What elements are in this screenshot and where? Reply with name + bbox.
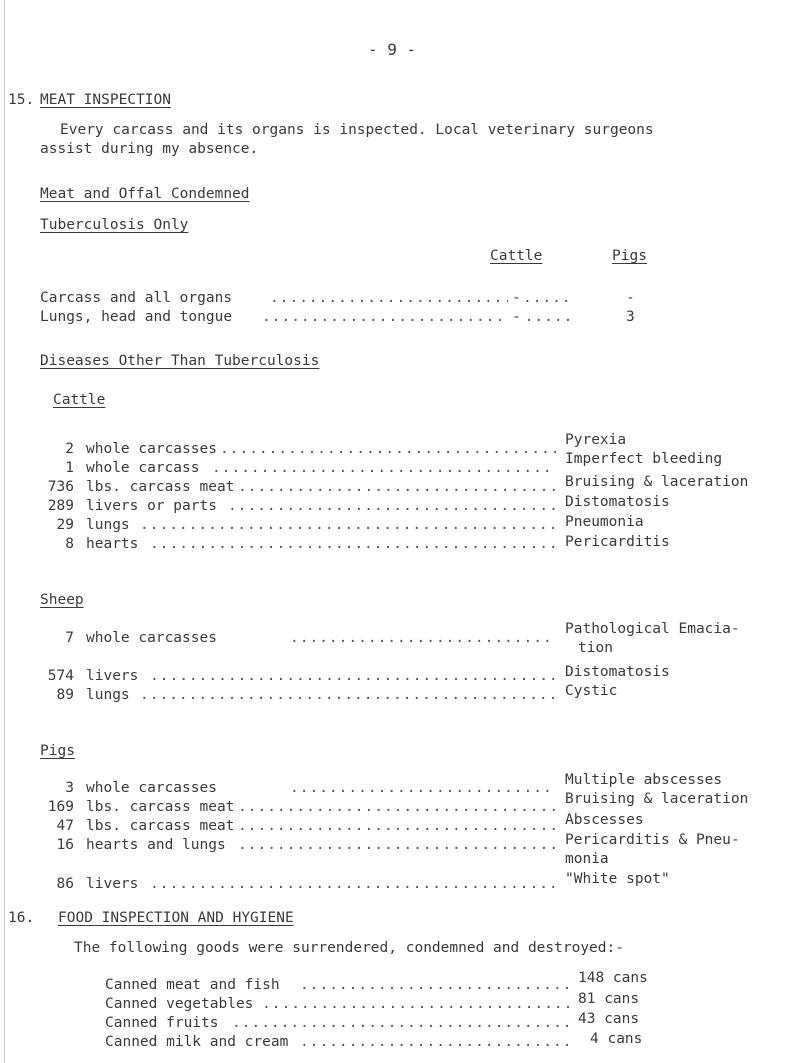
- pigs-reason: Bruising & laceration: [565, 791, 749, 807]
- pigs-heading: Pigs: [40, 743, 75, 759]
- leader-dots: [290, 780, 556, 796]
- cattle-qty: 8: [65, 536, 74, 552]
- leader-dots: [300, 1034, 570, 1050]
- leader-dots: [262, 309, 575, 325]
- goods-item: Canned meat and fish: [105, 977, 280, 993]
- cattle-item: whole carcasses: [86, 441, 217, 457]
- pigs-item: livers: [86, 876, 139, 892]
- cattle-qty: 1: [65, 460, 74, 476]
- cattle-reason: Distomatosis: [565, 494, 670, 510]
- pigs-reason: "White spot": [565, 871, 670, 887]
- sheep-reason: Cystic: [565, 683, 618, 699]
- pigs-item: lbs. carcass meat: [86, 799, 235, 815]
- sheep-reason: Distomatosis: [565, 664, 670, 680]
- leader-dots: [238, 799, 556, 815]
- tb-heading: Tuberculosis Only: [40, 217, 189, 233]
- pigs-qty: 47: [56, 818, 74, 834]
- cattle-item: lbs. carcass meat: [86, 479, 235, 495]
- page-number: - 9 -: [368, 40, 417, 59]
- pigs-qty: 169: [47, 799, 74, 815]
- sheep-item: livers: [86, 668, 139, 684]
- pigs-reason: Pericarditis & Pneu-: [565, 832, 740, 848]
- cattle-reason: Pericarditis: [565, 534, 670, 550]
- cattle-qty: 2: [65, 441, 74, 457]
- cattle-qty: 736: [47, 479, 74, 495]
- pigs-reason: Abscesses: [565, 812, 644, 828]
- leader-dots: [220, 441, 556, 457]
- pigs-item: lbs. carcass meat: [86, 818, 235, 834]
- leader-dots: [262, 996, 570, 1012]
- section-15-number: 15.: [8, 92, 35, 108]
- column-header-pigs: Pigs: [612, 248, 647, 264]
- sheep-reason: Pathological Emacia-: [565, 621, 740, 637]
- tb-row-cattle-value: -: [508, 309, 525, 325]
- tb-row-label: Carcass and all organs: [40, 290, 233, 306]
- cattle-item: whole carcass: [86, 460, 200, 476]
- pigs-qty: 16: [56, 837, 74, 853]
- cattle-item: hearts: [86, 536, 139, 552]
- sheep-item: lungs: [86, 687, 130, 703]
- leader-dots: [150, 668, 556, 684]
- leader-dots: [238, 479, 556, 495]
- pigs-reason: Multiple abscesses: [565, 772, 723, 788]
- cattle-reason: Pyrexia: [565, 432, 627, 448]
- sheep-heading: Sheep: [40, 592, 84, 608]
- goods-item: Canned vegetables: [105, 996, 254, 1012]
- leader-dots: [232, 1015, 570, 1031]
- sheep-qty: 7: [65, 630, 74, 646]
- tb-row-pigs-value: -: [626, 290, 635, 306]
- section-15-paragraph-line1: Every carcass and its organs is inspected. Local veterinary surgeons: [60, 122, 654, 138]
- sheep-qty: 574: [47, 668, 74, 684]
- leader-dots: [140, 687, 556, 703]
- pigs-qty: 86: [56, 876, 74, 892]
- other-diseases-heading: Diseases Other Than Tuberculosis: [40, 353, 320, 369]
- cattle-reason: Imperfect bleeding: [565, 451, 723, 467]
- section-15-paragraph-line2: assist during my absence.: [40, 141, 259, 157]
- leader-dots: [228, 498, 556, 514]
- page-edge-rule: [4, 0, 5, 1063]
- leader-dots: [150, 536, 556, 552]
- leader-dots: [140, 517, 556, 533]
- cattle-item: lungs: [86, 517, 130, 533]
- pigs-qty: 3: [65, 780, 74, 796]
- cattle-qty: 29: [56, 517, 74, 533]
- sheep-reason-continued: tion: [578, 640, 613, 656]
- goods-amount: 43 cans: [578, 1011, 640, 1027]
- leader-dots: [290, 630, 556, 646]
- leader-dots: [212, 460, 556, 476]
- goods-amount: 81 cans: [578, 991, 640, 1007]
- sheep-item: whole carcasses: [86, 630, 217, 646]
- pigs-item: hearts and lungs: [86, 837, 226, 853]
- tb-row-label: Lungs, head and tongue: [40, 309, 233, 325]
- section-16-intro: The following goods were surrendered, condemned and destroyed:-: [74, 940, 624, 956]
- leader-dots: [300, 977, 570, 993]
- pigs-item: whole carcasses: [86, 780, 217, 796]
- cattle-reason: Pneumonia: [565, 514, 644, 530]
- section-16-number: 16.: [8, 910, 35, 926]
- condemned-heading: Meat and Offal Condemned: [40, 186, 250, 202]
- cattle-heading: Cattle: [53, 392, 106, 408]
- tb-row-cattle-value: -: [508, 290, 525, 306]
- goods-amount: 4 cans: [590, 1031, 643, 1047]
- tb-row-pigs-value: 3: [626, 309, 635, 325]
- pigs-reason-continued: monia: [565, 851, 609, 867]
- column-header-cattle: Cattle: [490, 248, 543, 264]
- cattle-qty: 289: [47, 498, 74, 514]
- goods-item: Canned milk and cream: [105, 1034, 289, 1050]
- cattle-reason: Bruising & laceration: [565, 474, 749, 490]
- leader-dots: [238, 837, 556, 853]
- cattle-item: livers or parts: [86, 498, 217, 514]
- leader-dots: [150, 876, 556, 892]
- sheep-qty: 89: [56, 687, 74, 703]
- section-16-heading: FOOD INSPECTION AND HYGIENE: [58, 910, 294, 926]
- leader-dots: [238, 818, 556, 834]
- goods-item: Canned fruits: [105, 1015, 219, 1031]
- leader-dots: [270, 290, 575, 306]
- goods-amount: 148 cans: [578, 970, 648, 986]
- section-15-heading: MEAT INSPECTION: [40, 92, 171, 108]
